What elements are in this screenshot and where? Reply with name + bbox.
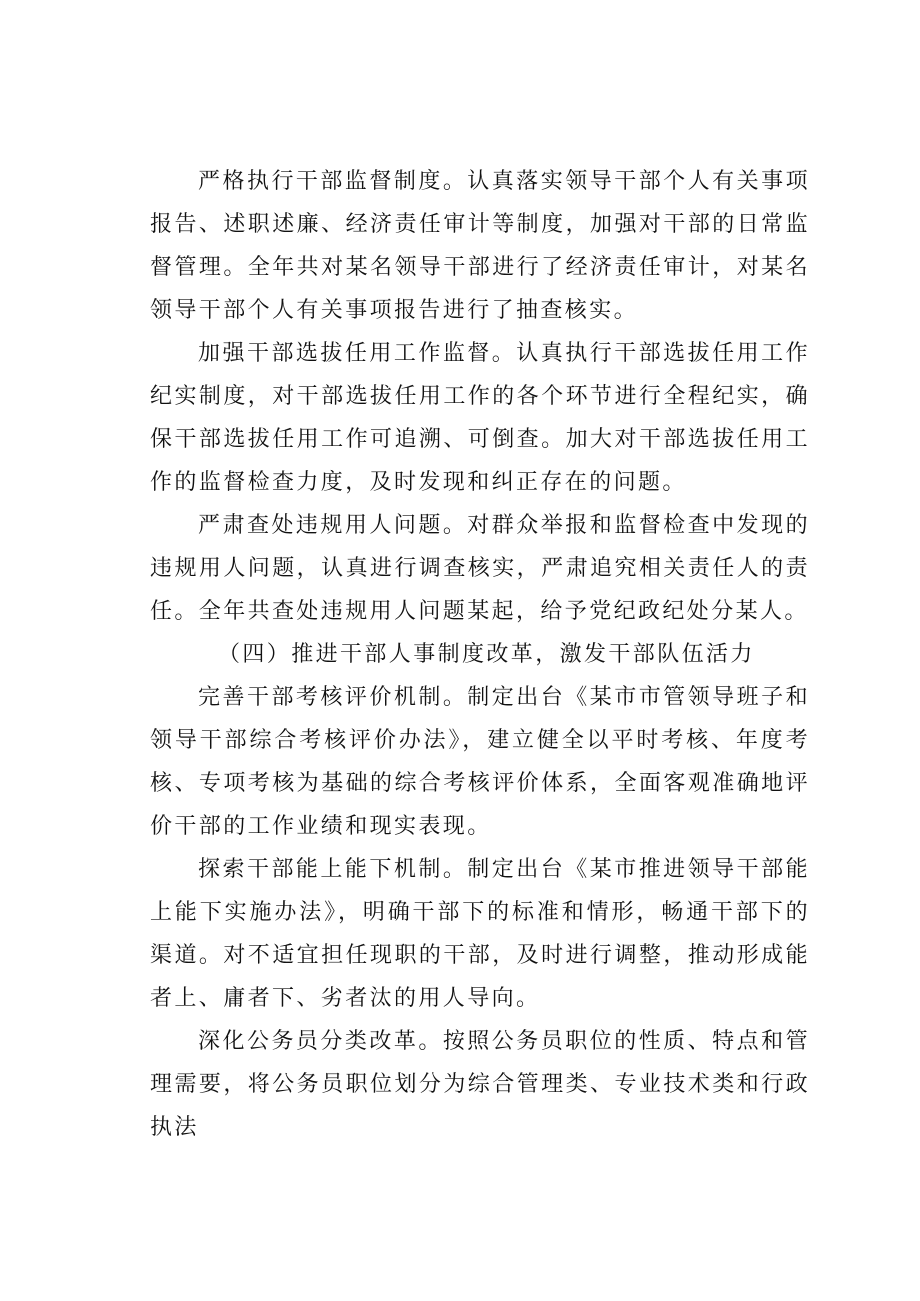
- paragraph-up-down-mechanism: 探索干部能上能下机制。制定出台《某市推进领导干部能上能下实施办法》，明确干部下的标准和情形，畅通干部下的渠道。对不适宜担任现职的干部，及时进行调整，推动形成能者上、庸者下、劣者汰的用人导向。: [150, 857, 810, 1011]
- paragraph-civil-servant-reform: 深化公务员分类改革。按照公务员职位的性质、特点和管理需要，将公务员职位划分为综合管理类、专业技术类和行政执法: [150, 1029, 810, 1140]
- paragraph-violation-handling: 严肃查处违规用人问题。对群众举报和监督检查中发现的违规用人问题，认真进行调查核实，严肃追究相关责任人的责任。全年共查处违规用人问题某起，给予党纪政纪处分某人。: [150, 513, 810, 624]
- paragraph-assessment-mechanism: 完善干部考核评价机制。制定出台《某市市管领导班子和领导干部综合考核评价办法》，建立健全以平时考核、年度考核、专项考核为基础的综合考核评价体系，全面客观准确地评价干部的工作业绩和现实表现。: [150, 685, 810, 839]
- section-heading-four: （四）推进干部人事制度改革，激发干部队伍活力: [218, 642, 755, 667]
- paragraph-selection-supervision: 加强干部选拔任用工作监督。认真执行干部选拔任用工作纪实制度，对干部选拔任用工作的各个环节进行全程纪实，确保干部选拔任用工作可追溯、可倒查。加大对干部选拔任用工作的监督检查力度，及时发现和纠正存在的问题。: [150, 341, 810, 495]
- document-body: [150, 160, 810, 1149]
- paragraph-cadre-supervision: 严格执行干部监督制度。认真落实领导干部个人有关事项报告、述职述廉、经济责任审计等制度，加强对干部的日常监督管理。全年共对某名领导干部进行了经济责任审计，对某名领导干部个人有关事项报告进行了抽查核实。: [150, 169, 810, 323]
